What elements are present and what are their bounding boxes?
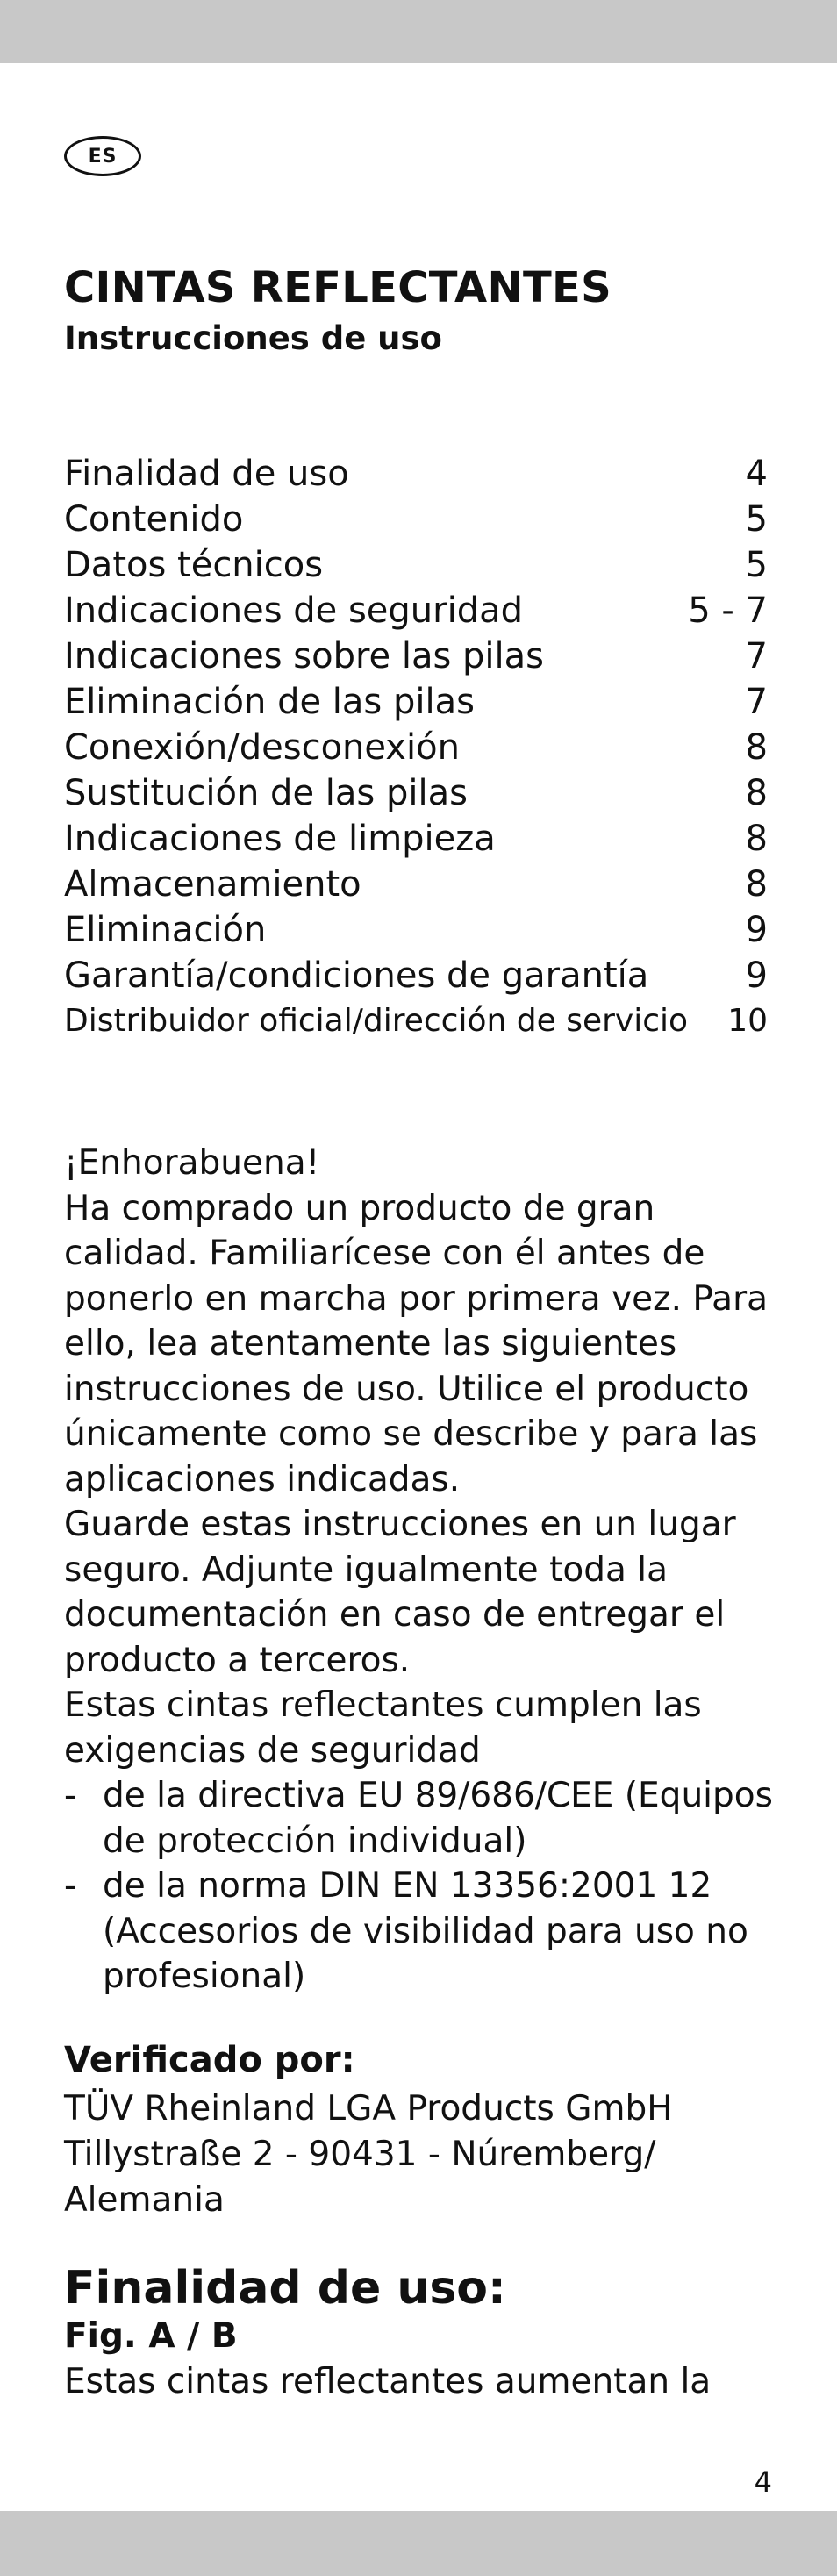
figure-reference: Fig. A / B [64,2316,238,2356]
toc-entry-label: Datos técnicos [64,545,324,585]
language-badge [64,136,141,176]
directive-list [64,1773,783,2000]
toc-entry-label: Eliminación de las pilas [64,682,475,722]
intro-text [64,1141,783,2000]
toc-entry [64,725,768,770]
toc-entry [64,953,768,998]
greeting: ¡Enhorabuena! [64,1143,320,1183]
intro-paragraph: Guarde estas instrucciones en un lugar seguro. Adjunte igualmente toda la documentación en caso de entregar el producto a terceros. [64,1505,736,1680]
verified-address [64,2086,783,2223]
toc-entry-page: 5 [745,545,768,585]
list-item-text: de la norma DIN EN 13356:2001 12 (Accesorios de visibilidad para uso no profesional) [103,1866,748,1996]
toc-entry-page: 5 - 7 [688,590,768,631]
list-item [64,1864,783,2000]
intro-paragraph: Ha comprado un producto de gran calidad. Familiarícese con él antes de ponerlo en marcha por primera vez. Para ello, lea atentamente las siguientes instrucciones de uso. Utilice el producto únicamente como se describe y para las aplicaciones indicadas. [64,1188,769,1499]
bottom-bar [0,2511,837,2576]
toc-entry-page: 5 [745,499,768,540]
toc-entry-label: Almacenamiento [64,864,361,905]
toc-entry [64,588,768,633]
toc-entry-label: Conexión/desconexión [64,727,460,768]
document-title: CINTAS REFLECTANTES [64,263,612,312]
section-text: Estas cintas reflectantes aumentan la [64,2362,712,2401]
table-of-contents [64,451,768,1044]
toc-entry [64,633,768,679]
toc-entry [64,862,768,907]
toc-entry [64,542,768,588]
toc-entry-label: Contenido [64,499,244,540]
toc-entry-page: 4 [745,454,768,494]
intro-paragraph: Estas cintas reflectantes cumplen las exigencias de seguridad [64,1685,702,1771]
list-item-text: de la directiva EU 89/686/CEE (Equipos de protección individual) [103,1776,773,1861]
page-number: 4 [754,2465,772,2499]
toc-entry-page: 9 [745,910,768,950]
toc-entry [64,998,768,1044]
top-bar [0,0,837,63]
toc-entry-label: Indicaciones de seguridad [64,590,524,631]
language-badge-label: ES [88,145,118,168]
toc-entry [64,816,768,862]
toc-entry-page: 8 [745,819,768,859]
toc-entry-page: 8 [745,727,768,768]
toc-entry-page: 7 [745,636,768,676]
toc-entry-label: Garantía/condiciones de garantía [64,955,649,996]
address-line: Alemania [64,2180,225,2220]
toc-entry-label: Sustitución de las pilas [64,773,468,813]
address-line: TÜV Rheinland LGA Products GmbH [64,2089,673,2129]
toc-entry-page: 8 [745,773,768,813]
toc-entry [64,497,768,542]
dash-bullet: - [64,1866,77,1906]
toc-entry [64,770,768,816]
toc-entry-label: Finalidad de uso [64,454,349,494]
toc-entry-label: Eliminación [64,910,267,950]
toc-entry-page: 8 [745,864,768,905]
verified-heading: Verificado por: [64,2040,355,2080]
toc-entry-page: 9 [745,955,768,996]
toc-entry-page: 7 [745,682,768,722]
toc-entry-label: Indicaciones sobre las pilas [64,636,544,676]
toc-entry [64,907,768,953]
toc-entry [64,451,768,497]
address-line: Tillystraße 2 - 90431 - Núremberg/ [64,2135,656,2174]
dash-bullet: - [64,1776,77,1815]
toc-entry-page: 10 [727,1003,768,1039]
toc-entry [64,679,768,725]
section-heading: Finalidad de uso: [64,2262,506,2315]
toc-entry-label: Indicaciones de limpieza [64,819,496,859]
document-subtitle: Instrucciones de uso [64,319,442,357]
toc-entry-label: Distribuidor oficial/dirección de servicio [64,1003,689,1039]
list-item [64,1773,783,1864]
